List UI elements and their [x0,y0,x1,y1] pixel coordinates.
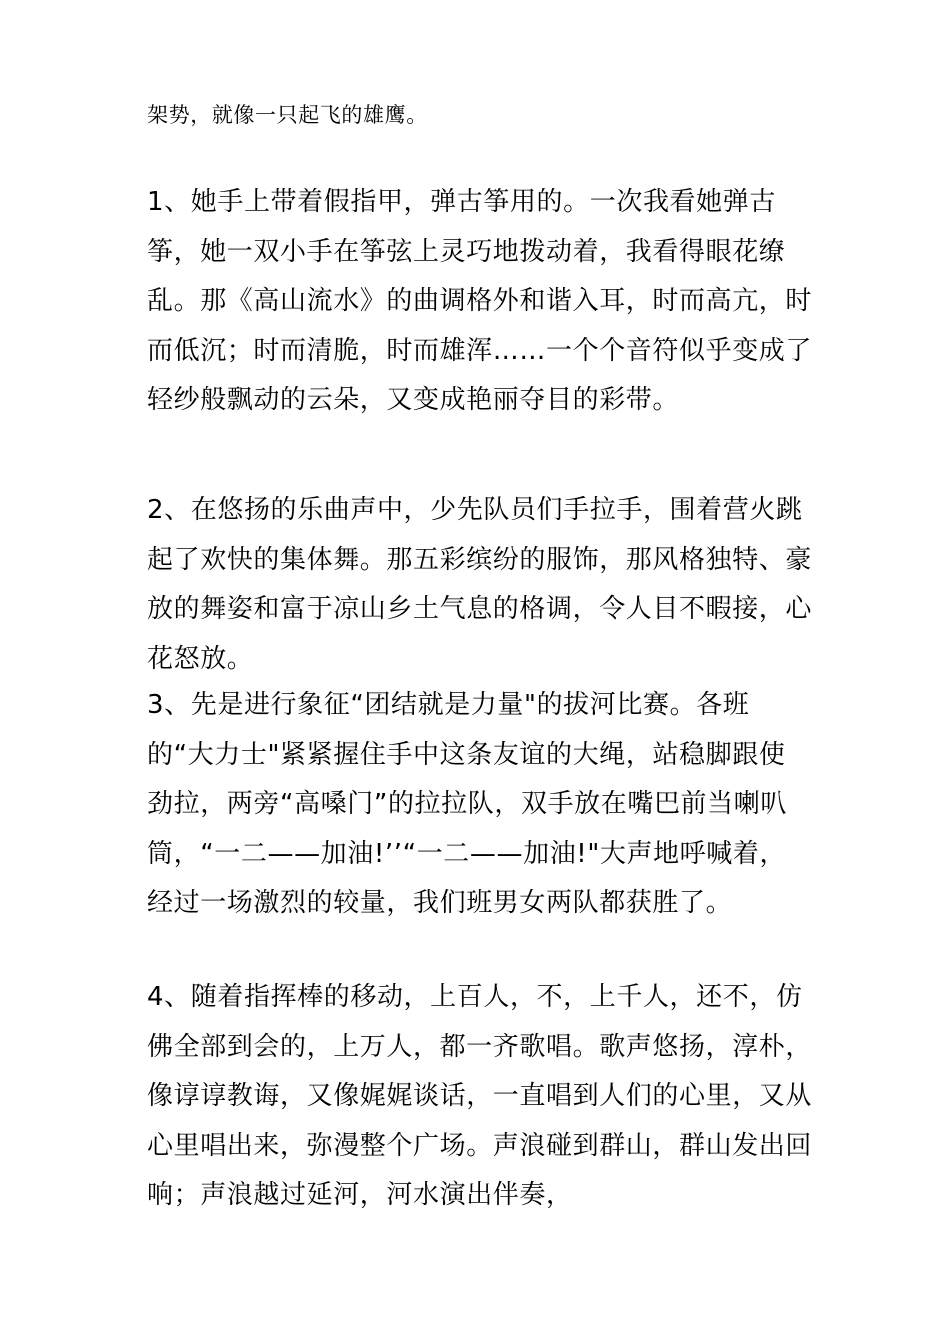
paragraph-2: 2、在悠扬的乐曲声中，少先队员们手拉手，围着营火跳起了欢快的集体舞。那五彩缤纷的服饰，那风格独特、豪放的舞姿和富于凉山乡土气息的格调，令人目不暇接，心花怒放。 [147,495,813,674]
paragraph-1: 1、她手上带着假指甲，弹古筝用的。一次我看她弹古筝，她一双小手在筝弦上灵巧地拨动着，我看得眼花缭乱。那《高山流水》的曲调格外和谐入耳，时而高亢，时而低沉；时而清脆，时而雄浑……一个个音符似乎变成了轻纱般飘动的云朵，又变成艳丽夺目的彩带。 [147,187,813,416]
paragraph-continuation: 架势，就像一只起飞的雄鹰。 [147,103,428,127]
paragraph-4: 4、随着指挥棒的移动，上百人，不，上千人，还不，仿佛全部到会的，上万人，都一齐歌唱。歌声悠扬，淳朴，像谆谆教诲，又像娓娓谈话，一直唱到人们的心里，又从心里唱出来，弥漫整个广场。声浪碰到群山，群山发出回响；声浪越过延河，河水演出伴奏， [147,982,813,1211]
paragraph-3: 3、先是进行象征“团结就是力量"的拔河比赛。各班的“大力士"紧紧握住手中这条友谊的大绳，站稳脚跟使劲拉，两旁“高嗓门”的拉拉队，双手放在嘴巴前当喇叭筒，“一二——加油!’’“一二——加油!"大声地呼喊着，经过一场激烈的较量，我们班男女两队都获胜了。 [147,690,787,919]
